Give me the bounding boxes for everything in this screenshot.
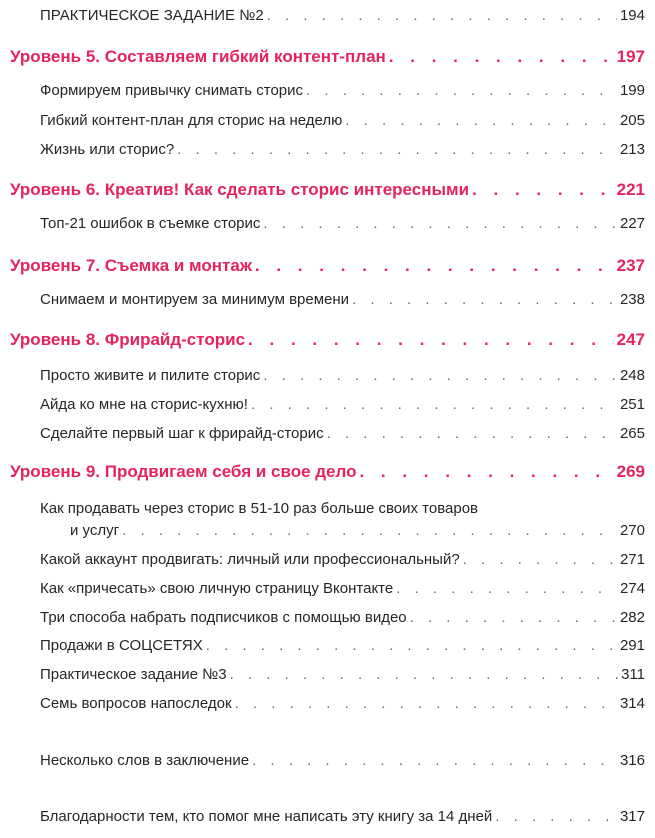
toc-level-title: Уровень 6. Креатив! Как сделать сторис интересными — [10, 180, 470, 199]
toc-level-page: 221 — [616, 180, 645, 199]
toc-entry-page: 316 — [619, 752, 645, 769]
dot-leader — [263, 367, 617, 384]
toc-level-7[interactable] — [10, 256, 645, 276]
toc-level-page: 197 — [616, 47, 645, 66]
toc-entry-title: Благодарности тем, кто помог мне написать эту книгу за 14 дней — [40, 808, 493, 825]
toc-entry[interactable] — [40, 666, 645, 683]
dot-leader — [177, 141, 617, 158]
toc-entry-title-line2: и услуг — [70, 522, 120, 539]
dot-leader — [255, 256, 614, 276]
toc-entry[interactable] — [40, 551, 645, 568]
dot-leader — [495, 808, 617, 825]
toc-entry-page: 227 — [619, 215, 645, 232]
dot-leader — [352, 291, 617, 308]
toc-entry[interactable] — [40, 141, 645, 158]
toc-entry-title: Формируем привычку снимать сторис — [40, 82, 304, 99]
toc-entry-title: Какой аккаунт продвигать: личный или профессиональный? — [40, 551, 460, 568]
dot-leader — [463, 551, 617, 568]
toc-entry-title: Снимаем и монтируем за минимум времени — [40, 291, 350, 308]
toc-entry-page: 291 — [619, 637, 645, 654]
toc-entry-title: Айда ко мне на сторис-кухню! — [40, 396, 248, 413]
dot-leader — [248, 330, 614, 350]
toc-entry[interactable] — [40, 215, 645, 232]
toc-level-page: 247 — [616, 330, 645, 349]
toc-entry[interactable] — [40, 695, 645, 712]
dot-leader — [235, 695, 617, 712]
toc-entry-page: 314 — [619, 695, 645, 712]
dot-leader — [327, 425, 617, 442]
toc-level-title: Уровень 5. Составляем гибкий контент-план — [10, 47, 386, 66]
toc-entry-page: 311 — [621, 666, 645, 683]
toc-entry-title: Как «причесать» свою личную страницу Вконтакте — [40, 580, 394, 597]
dot-leader — [267, 7, 617, 24]
dot-leader — [230, 666, 618, 683]
dot-leader — [251, 396, 617, 413]
toc-level-8[interactable] — [10, 330, 645, 350]
toc-entry[interactable] — [40, 637, 645, 654]
toc-entry-title: Просто живите и пилите сторис — [40, 367, 261, 384]
toc-entry-title: Сделайте первый шаг к фрирайд-сторис — [40, 425, 324, 442]
toc-entry-title: Жизнь или сторис? — [40, 141, 175, 158]
toc-entry-page: 282 — [619, 609, 645, 626]
toc-entry-page: 205 — [619, 112, 645, 129]
toc-entry-title: Топ-21 ошибок в съемке сторис — [40, 215, 261, 232]
toc-entry-title-line1[interactable]: Как продавать через сторис в 51-10 раз больше своих товаров — [40, 500, 479, 517]
toc-level-page: 269 — [616, 462, 645, 481]
toc-entry-title: ПРАКТИЧЕСКОЕ ЗАДАНИЕ №2 — [40, 7, 264, 24]
dot-leader — [389, 47, 614, 67]
toc-entry-practical-2[interactable] — [40, 7, 645, 24]
toc-entry-title: Семь вопросов напоследок — [40, 695, 232, 712]
toc-level-5[interactable] — [10, 47, 645, 67]
dot-leader — [306, 82, 617, 99]
toc-entry[interactable] — [40, 367, 645, 384]
toc-entry-title: Несколько слов в заключение — [40, 752, 250, 769]
toc-entry-page: 270 — [619, 522, 645, 539]
toc-entry-page: 251 — [619, 396, 645, 413]
toc-entry-page: 213 — [619, 141, 645, 158]
toc-entry-page: 238 — [619, 291, 645, 308]
toc-entry-page: 271 — [619, 551, 645, 568]
toc-entry-title: Гибкий контент-план для сторис на неделю — [40, 112, 343, 129]
toc-entry[interactable] — [40, 580, 645, 597]
toc-entry-title: Три способа набрать подписчиков с помощью видео — [40, 609, 407, 626]
toc-entry-acknowledgements[interactable] — [40, 808, 645, 825]
dot-leader — [359, 462, 613, 482]
dot-leader — [122, 522, 617, 539]
dot-leader — [252, 752, 617, 769]
toc-entry[interactable] — [40, 82, 645, 99]
toc-entry-conclusion[interactable] — [40, 752, 645, 769]
toc-level-title: Уровень 9. Продвигаем себя и свое дело — [10, 462, 357, 481]
toc-level-6[interactable] — [10, 180, 645, 200]
dot-leader — [206, 637, 617, 654]
toc-entry[interactable] — [40, 112, 645, 129]
toc-level-title: Уровень 8. Фрирайд-сторис — [10, 330, 246, 349]
dot-leader — [345, 112, 617, 129]
toc-entry-page: 265 — [619, 425, 645, 442]
toc-entry-page: 248 — [619, 367, 645, 384]
toc-entry-page: 317 — [619, 808, 645, 825]
toc-level-9[interactable] — [10, 462, 645, 482]
toc-entry-page: 199 — [619, 82, 645, 99]
dot-leader — [472, 180, 614, 200]
toc-level-page: 237 — [616, 256, 645, 275]
toc-entry[interactable] — [40, 609, 645, 626]
dot-leader — [263, 215, 617, 232]
dot-leader — [396, 580, 617, 597]
toc-entry[interactable] — [40, 396, 645, 413]
toc-entry-page: 194 — [619, 7, 645, 24]
toc-entry-title: Практическое задание №3 — [40, 666, 227, 683]
dot-leader — [410, 609, 617, 626]
toc-level-title: Уровень 7. Съемка и монтаж — [10, 256, 252, 275]
toc-entry[interactable] — [40, 425, 645, 442]
toc-entry[interactable] — [70, 522, 645, 539]
toc-entry[interactable] — [40, 291, 645, 308]
toc-entry-page: 274 — [619, 580, 645, 597]
toc-entry-title: Продажи в СОЦСЕТЯХ — [40, 637, 203, 654]
